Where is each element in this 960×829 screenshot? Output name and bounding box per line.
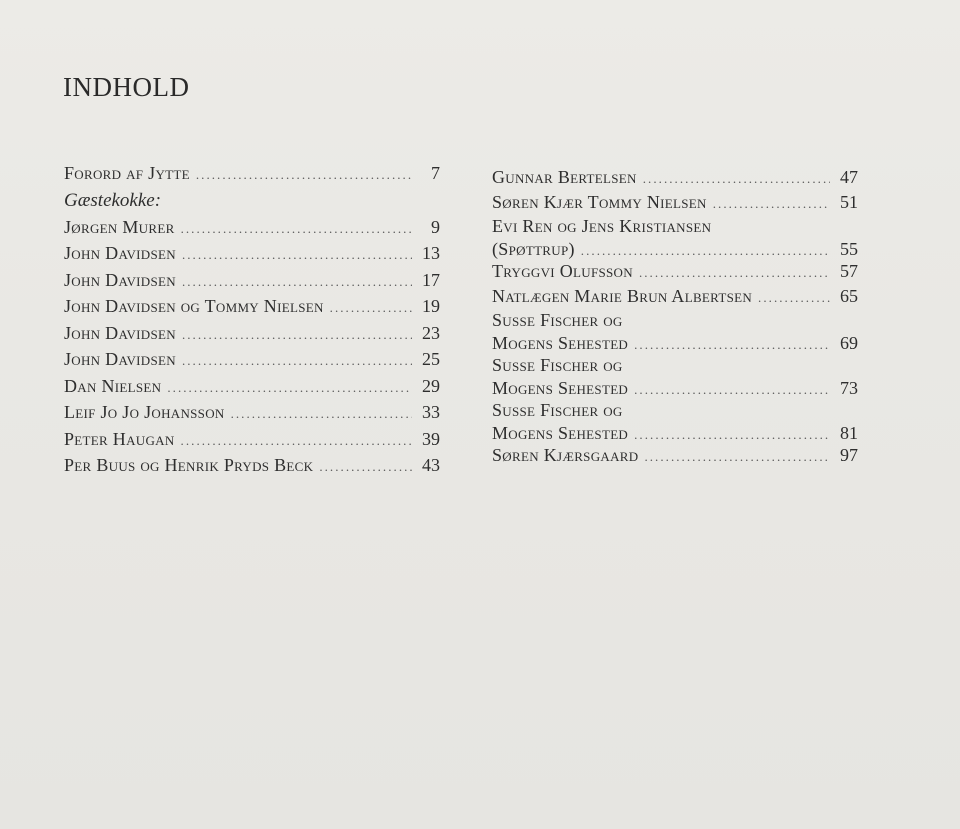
toc-entry-page: 17 xyxy=(422,269,440,290)
toc-entry xyxy=(64,323,440,350)
toc-leader-dots xyxy=(634,382,830,398)
toc-entry-title: John Davidsen xyxy=(64,349,176,369)
toc-entry-title: John Davidsen xyxy=(64,243,176,263)
toc-entry-title: Forord af Jytte xyxy=(64,163,190,183)
toc-entry-title: Natlægen Marie Brun Albertsen xyxy=(492,285,753,306)
toc-leader-dots xyxy=(644,449,830,465)
toc-entry xyxy=(492,355,858,400)
toc-entry-page: 25 xyxy=(422,349,440,369)
toc-entry-title: Mogens Sehested xyxy=(492,422,629,443)
toc-entry xyxy=(64,217,440,244)
toc-entry-title: Dan Nielsen xyxy=(64,375,162,396)
toc-entry-page: 9 xyxy=(431,216,440,237)
toc-entry xyxy=(64,455,440,482)
toc-entry-page: 57 xyxy=(840,261,858,281)
toc-entry-title: Gunnar Bertelsen xyxy=(492,167,637,187)
toc-entry-title: Søren Kjærsgaard xyxy=(492,445,639,465)
toc-section-heading: Gæstekokke: xyxy=(64,189,162,211)
toc-entry-title: Peter Haugan xyxy=(64,428,175,449)
toc-leader-dots xyxy=(231,406,412,422)
toc-leader-dots xyxy=(758,290,830,306)
toc-entry-page: 47 xyxy=(840,167,858,187)
toc-entry-title: Per Buus og Henrik Pryds Beck xyxy=(64,455,314,475)
toc-entry xyxy=(492,400,858,445)
toc-entry-page: 43 xyxy=(422,455,440,475)
toc-entry-title: Mogens Sehested xyxy=(492,377,629,398)
toc-entry-title: Søren Kjær Tommy Nielsen xyxy=(492,191,707,212)
toc-entry-title: Mogens Sehested xyxy=(492,332,629,353)
toc-entry xyxy=(492,310,858,355)
toc-entry-title-line1: Evi Ren og Jens Kristiansen xyxy=(492,216,712,236)
toc-entry xyxy=(64,163,440,190)
toc-entry-title: John Davidsen xyxy=(64,322,176,343)
toc-entry-title: Leif Jo Jo Johansson xyxy=(64,402,225,422)
toc-entry xyxy=(64,270,440,297)
toc-entry xyxy=(492,192,858,217)
toc-entry xyxy=(64,429,440,456)
toc-entry-page: 13 xyxy=(422,243,440,263)
toc-entry-page: 19 xyxy=(422,296,440,316)
toc-leader-dots xyxy=(181,433,412,449)
toc-entry-page: 73 xyxy=(840,377,858,398)
toc-right-column xyxy=(492,167,858,470)
toc-leader-dots xyxy=(167,380,412,396)
toc-entry-title: (Spøttrup) xyxy=(492,238,575,259)
toc-leader-dots xyxy=(713,196,830,212)
toc-entry xyxy=(64,349,440,376)
toc-entry xyxy=(492,445,858,470)
toc-entry-title-line1: Susse Fischer og xyxy=(492,355,623,375)
toc-entry-page: 23 xyxy=(422,322,440,343)
toc-entry xyxy=(64,402,440,429)
toc-leader-dots xyxy=(634,337,830,353)
toc-entry-page: 65 xyxy=(840,285,858,306)
toc-leader-dots xyxy=(182,247,412,263)
toc-leader-dots xyxy=(330,300,412,316)
toc-entry xyxy=(492,216,858,261)
toc-leader-dots xyxy=(319,459,412,475)
toc-left-column xyxy=(64,163,440,482)
toc-entry-title-line1: Susse Fischer og xyxy=(492,310,623,330)
toc-leader-dots xyxy=(643,171,830,187)
toc-leader-dots xyxy=(181,221,412,237)
toc-entry xyxy=(64,376,440,403)
toc-leader-dots xyxy=(182,353,412,369)
toc-entry-title-line1: Susse Fischer og xyxy=(492,400,623,420)
toc-leader-dots xyxy=(182,327,412,343)
toc-entry-page: 33 xyxy=(422,402,440,422)
toc-entry xyxy=(492,286,858,311)
toc-entry-title: Tryggvi Olufsson xyxy=(492,261,633,281)
toc-leader-dots xyxy=(196,167,412,183)
toc-leader-dots xyxy=(634,427,830,443)
toc-entry-page: 55 xyxy=(840,238,858,259)
toc-entry xyxy=(64,243,440,270)
toc-entry-page: 97 xyxy=(840,445,858,465)
toc-entry-page: 39 xyxy=(422,428,440,449)
toc-entry-page: 81 xyxy=(840,422,858,443)
toc-entry-page: 51 xyxy=(840,191,858,212)
toc-entry-page: 29 xyxy=(422,375,440,396)
toc-entry-title: John Davidsen og Tommy Nielsen xyxy=(64,296,324,316)
toc-entry-page: 69 xyxy=(840,332,858,353)
toc-leader-dots xyxy=(182,274,412,290)
toc-entry xyxy=(64,296,440,323)
page-title: INDHOLD xyxy=(63,72,190,102)
toc-leader-dots xyxy=(639,265,830,281)
toc-entry xyxy=(492,261,858,286)
toc-leader-dots xyxy=(581,243,830,259)
toc-entry xyxy=(492,167,858,192)
toc-entry-title: Jørgen Murer xyxy=(64,216,175,237)
toc-entry-title: John Davidsen xyxy=(64,269,176,290)
toc-entry-page: 7 xyxy=(431,163,440,183)
